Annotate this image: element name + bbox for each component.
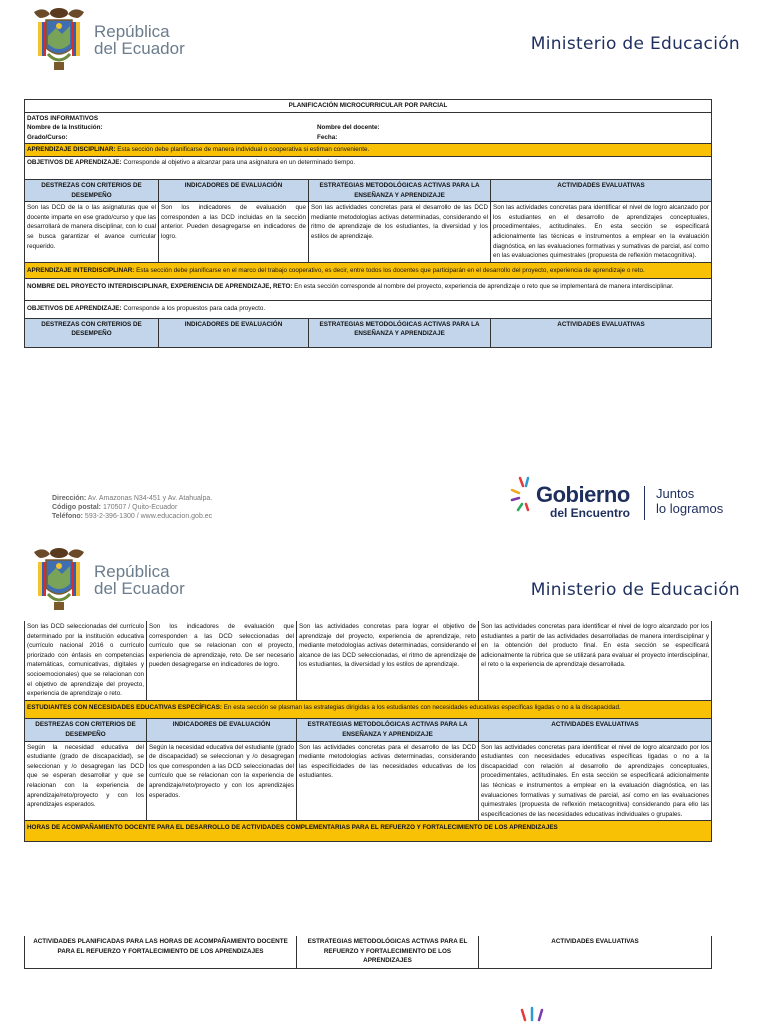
cell-indicadores: Son los indicadores de evaluación que corresponden a las DCD incluidas en la sección anterior. Pueden desagregarse en indicadores de logro. — [159, 202, 309, 263]
aprendizaje-disciplinar-text: Esta sección debe planificarse de manera individual o cooperativa si estiman conveniente. — [115, 146, 370, 154]
interdisciplinar-text: Esta sección debe planificarse en el marco del trabajo cooperativo, es decir, entre todos los docentes que participarán en el desarrollo del proyecto, experiencia de aprendizaje o reto. — [134, 266, 645, 274]
header2-indicadores: INDICADORES DE EVALUACIÓN — [159, 318, 309, 347]
cell-destrezas: Son las DCD seleccionadas del currículo determinado por la institución educativa (currículo nacional 2016 o currículo priorizado con énfasis en competencias matemáticas, comunicativas, digitales y socioemocionales) que se relacionan con el objetivo de aprendizaje del proyecto, experiencia de aprendizaje o reto. — [25, 621, 147, 700]
nee-row — [25, 700, 712, 719]
republica-line1: República — [94, 562, 170, 581]
slogan — [656, 486, 723, 516]
horas-cell — [25, 821, 712, 842]
telefono-line — [52, 512, 212, 521]
coat-of-arms-icon — [30, 544, 88, 616]
objetivos2-row — [25, 300, 712, 318]
ministerio-title: Ministerio de Educación — [530, 34, 740, 54]
page-header-2 — [0, 540, 768, 630]
planificacion-table-page1 — [24, 99, 712, 348]
objetivos2-label: OBJETIVOS DE APRENDIZAJE: — [27, 304, 122, 312]
gobierno-rays-icon — [512, 1006, 552, 1024]
cell-actividades-nee: Son las actividades concretas para identificar el nivel de logro alcanzado por los estudiantes con necesidades educativas específicas ligadas o no a la discapacidad con relación al desarrollo de aprendizajes conceptuales, procedimentales, actitudinales. En esta sección se especificará adicionalmente las técnicas e instrumentos a emplear en la evaluación diagnóstica, en las evaluaciones formativas y sumativas de parcial, así como en las evaluaciones quimestrales (propuesta de reflexión metacognitiva) considerando para ello las especificaciones de las necesidades educativas individuales o grupales. — [479, 741, 712, 821]
proyecto-text: En esta sección corresponde al nombre del proyecto, experiencia de aprendizaje o reto que se implementará de manera interdisciplinar. — [292, 283, 674, 291]
docente-label: Nombre del docente: — [317, 124, 380, 132]
datos-informativos-cell — [25, 112, 712, 144]
aprendizaje-disciplinar-row — [25, 144, 712, 157]
header3-destrezas: DESTREZAS CON CRITERIOS DE DESEMPEÑO — [25, 719, 147, 741]
header3-indicadores: INDICADORES DE EVALUACIÓN — [147, 719, 297, 741]
aprendizaje-disciplinar-cell — [25, 144, 712, 157]
interdisciplinar-cell — [25, 262, 712, 279]
aprendizaje-disciplinar-label: APRENDIZAJE DISCIPLINAR: — [27, 146, 116, 154]
republica-line1: República — [94, 22, 170, 41]
slogan-line2: lo logramos — [656, 501, 724, 516]
interdisciplinar-label: APRENDIZAJE INTERDISCIPLINAR: — [27, 266, 135, 274]
objetivos2-cell — [25, 300, 712, 318]
direccion-label: Dirección: — [52, 495, 87, 502]
gobierno-divider — [644, 486, 645, 520]
column-header-row-2 — [25, 318, 712, 347]
grado-label: Grado/Curso: — [27, 133, 68, 141]
codigo-label: Código postal: — [52, 504, 101, 511]
page-footer — [0, 466, 768, 530]
objetivos2-text: Corresponde a los propuestos para cada proyecto. — [121, 304, 266, 312]
objetivos-text: Corresponde al objetivo a alcanzar para una asignatura en un determinado tiempo. — [121, 158, 356, 166]
proyecto-cell — [25, 279, 712, 301]
header4-actividades-planificadas: ACTIVIDADES PLANIFICADAS PARA LAS HORAS DE ACOMPAÑAMIENTO DOCENTE PARA EL REFUERZO Y FORTALECIMIENTO DE LOS APRENDIZAJES — [25, 936, 297, 969]
header-indicadores: INDICADORES DE EVALUACIÓN — [159, 179, 309, 201]
codigo-line — [52, 503, 212, 512]
gobierno-text: Gobierno — [536, 482, 630, 507]
gobierno-rays-icon — [510, 476, 538, 520]
table-row — [25, 621, 712, 700]
ministerio-title: Ministerio de Educación — [530, 580, 740, 600]
table-title: PLANIFICACIÓN MICROCURRICULAR POR PARCIAL — [25, 100, 712, 113]
del-encuentro-text: del Encuentro — [550, 506, 631, 520]
cell-estrategias: Son las actividades concretas para el desarrollo de las DCD mediante metodologías activas determinadas, considerando el ritmo de aprendizaje de los estudiantes, la diversidad y los estilos de aprendizaje. — [309, 202, 491, 263]
horas-row — [25, 821, 712, 842]
fecha-label: Fecha: — [317, 133, 338, 141]
telefono-label: Teléfono: — [52, 513, 83, 520]
header3-actividades: ACTIVIDADES EVALUATIVAS — [479, 719, 712, 741]
republica-logo-2 — [30, 544, 185, 616]
datos-row — [25, 112, 712, 144]
nee-cell — [25, 700, 712, 719]
republica-del-ecuador-text — [94, 23, 185, 57]
cell-destrezas-nee: Según la necesidad educativa del estudiante (grado de discapacidad), se seleccionan y /o desagregan las DCD que se esperan desarrollar y que se relacionan con la experiencia de aprendizaje/reto/proyecto y con los aprendizajes esperados. — [25, 741, 147, 821]
cell-estrategias-nee: Son las actividades concretas para el desarrollo de las DCD mediante metodologías activas determinadas, considerando las especificidades de las necesidades educativas de los estudiantes. — [297, 741, 479, 821]
header2-actividades: ACTIVIDADES EVALUATIVAS — [491, 318, 712, 347]
datos-informativos-label: DATOS INFORMATIVOS — [27, 114, 99, 122]
republica-logo — [30, 4, 185, 76]
cell-indicadores: Son los indicadores de evaluación que corresponden a las DCD seleccionadas del currículo que se relacionan con el proyecto, experiencia de aprendizaje, reto. De ser necesario pueden desagregarse en indicadores de logro. — [147, 621, 297, 700]
document-page-2 — [0, 540, 768, 1024]
title-row — [25, 100, 712, 113]
column-header-row-4 — [25, 936, 712, 969]
nee-text: En esta sección se plasman las estrategias dirigidas a los estudiantes con necesidades educativas específicas ligadas o no a la discapacidad. — [222, 703, 621, 711]
direccion-value: Av. Amazonas N34-451 y Av. Atahualpa. — [86, 495, 213, 502]
cell-estrategias: Son las actividades concretas para lograr el objetivo de aprendizaje del proyecto, experiencia de aprendizaje, reto mediante metodologías activas determinadas, considerando el alcance de las DCD seleccionadas, el ritmo de aprendizaje de los estudiantes, la diversidad y los estilos de aprendizaje. — [297, 621, 479, 700]
objetivos-row — [25, 156, 712, 179]
header4-estrategias: ESTRATEGIAS METODOLÓGICAS ACTIVAS PARA EL REFUERZO Y FORTALECIMIENTO DE LOS APRENDIZAJES — [297, 936, 479, 969]
coat-of-arms-icon — [30, 4, 88, 76]
proyecto-label: NOMBRE DEL PROYECTO INTERDISCIPLINAR, EXPERIENCIA DE APRENDIZAJE, RETO: — [27, 283, 293, 291]
address-block — [52, 494, 212, 521]
header3-estrategias: ESTRATEGIAS METODOLÓGICAS ACTIVAS PARA LA ENSEÑANZA Y APRENDIZAJE — [297, 719, 479, 741]
codigo-value: 170507 / Quito-Ecuador — [101, 504, 178, 511]
header4-actividades-evaluativas: ACTIVIDADES EVALUATIVAS — [479, 936, 712, 969]
horas-label: HORAS DE ACOMPAÑAMIENTO DOCENTE PARA EL DESARROLLO DE ACTIVIDADES COMPLEMENTARIAS PARA EL REFUERZO Y FORTALECIMIENTO DE LOS APRENDIZAJES — [27, 824, 558, 832]
horas-table — [24, 936, 712, 969]
column-header-row-3 — [25, 719, 712, 741]
header2-destrezas: DESTREZAS CON CRITERIOS DE DESEMPEÑO — [25, 318, 159, 347]
page-gap — [0, 530, 768, 540]
header-estrategias: ESTRATEGIAS METODOLÓGICAS ACTIVAS PARA LA ENSEÑANZA Y APRENDIZAJE — [309, 179, 491, 201]
proyecto-row — [25, 279, 712, 301]
institucion-label: Nombre de la Institución: — [27, 124, 103, 132]
gobierno-logo — [510, 476, 750, 528]
direccion-line — [52, 494, 212, 503]
table-row — [25, 741, 712, 821]
objetivos-cell — [25, 156, 712, 179]
datos-line-2 — [27, 133, 709, 143]
header-actividades: ACTIVIDADES EVALUATIVAS — [491, 179, 712, 201]
objetivos-label: OBJETIVOS DE APRENDIZAJE: — [27, 158, 122, 166]
interdisciplinar-row — [25, 262, 712, 279]
republica-line2: del Ecuador — [94, 39, 185, 58]
column-header-row — [25, 179, 712, 201]
cell-indicadores-nee: Según la necesidad educativa del estudiante (grado de discapacidad) se seleccionan y /o desagregan los que corresponden a las DCD seleccionadas del currículo que se relacionan con la experiencia de aprendizaje/reto/proyecto y con los aprendizajes esperados. — [147, 741, 297, 821]
cell-destrezas: Son las DCD de la o las asignaturas que el docente imparte en ese grado/curso y que las desarrollará de manera disciplinar, con lo cual se busca garantizar el avance curricular requerido. — [25, 202, 159, 263]
header2-estrategias: ESTRATEGIAS METODOLÓGICAS ACTIVAS PARA LA ENSEÑANZA Y APRENDIZAJE — [309, 318, 491, 347]
republica-line2: del Ecuador — [94, 579, 185, 598]
nee-label: ESTUDIANTES CON NECESIDADES EDUCATIVAS ESPECÍFICAS: — [27, 703, 222, 711]
cell-actividades: Son las actividades concretas para identificar el nivel de logro alcanzado por los estudiantes en el desarrollo de aprendizajes conceptuales, procedimentales, actitudinales. En esta sección se especificará adicionalmente las técnicas e instrumentos a emplear en la evaluación diagnóstica, en las evaluaciones formativas y sumativas de parcial, así como en las evaluaciones quimestrales (propuesta de reflexión metacognitiva). — [491, 202, 712, 263]
table-row — [25, 202, 712, 263]
telefono-value: 593-2-396-1300 / www.educacion.gob.ec — [82, 513, 213, 520]
republica-del-ecuador-text — [94, 563, 185, 597]
planificacion-table-page2 — [24, 621, 712, 842]
datos-line-1 — [27, 123, 709, 133]
page-header — [0, 0, 768, 90]
slogan-line1: Juntos — [656, 486, 695, 501]
header-destrezas: DESTREZAS CON CRITERIOS DE DESEMPEÑO — [25, 179, 159, 201]
cell-actividades: Son las actividades concretas para identificar el nivel de logro alcanzado por los estudiantes a partir de las actividades desarrolladas de manera interdisciplinar y en la obtención del producto final. En esta sección se especificará adicionalmente la rúbrica que se utilizará para evaluar el proyecto interdisciplinar, el reto o la experiencia de aprendizaje desarrollada. — [479, 621, 712, 700]
